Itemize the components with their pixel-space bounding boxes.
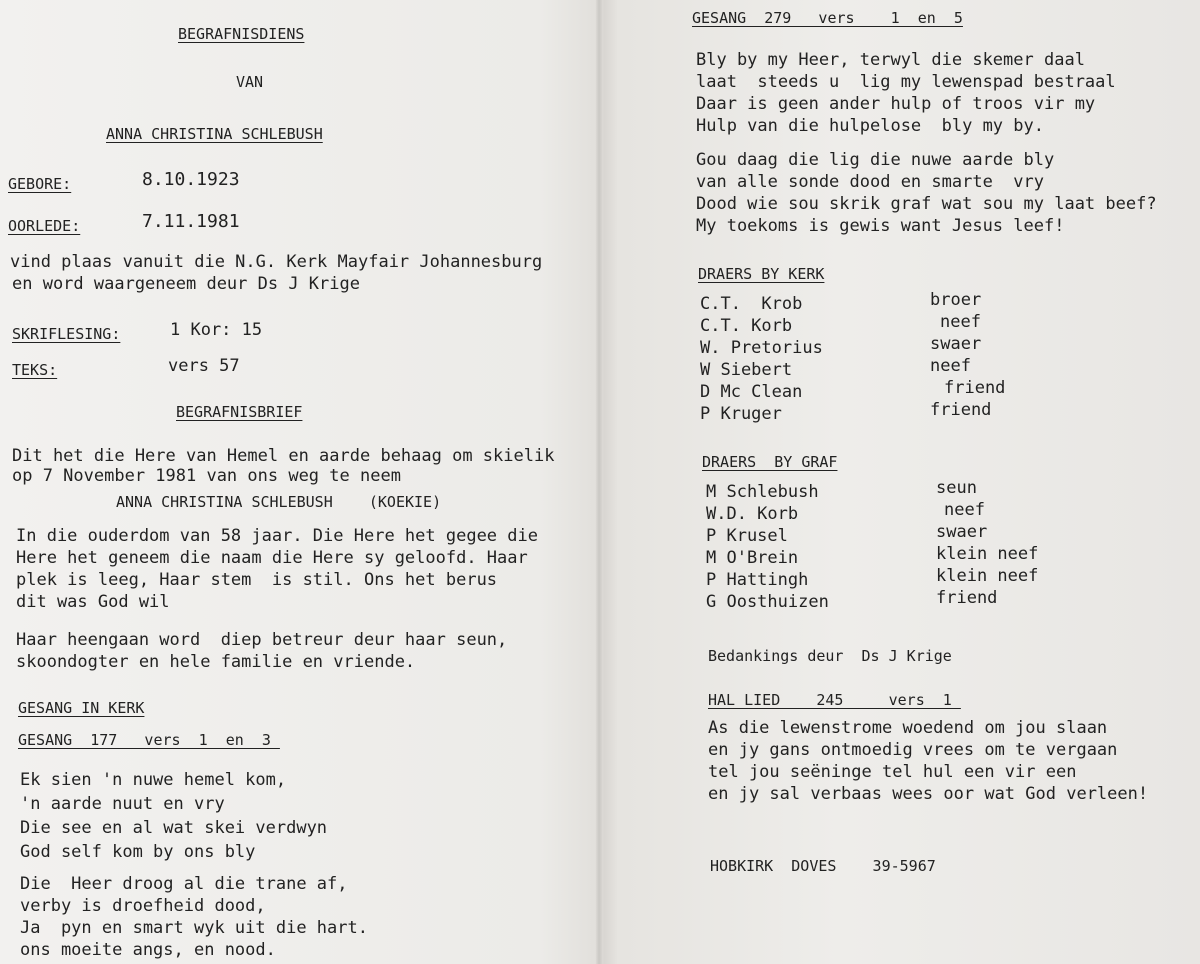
hymn1-line-4: Hulp van die hulpelose bly my by. (696, 116, 1044, 136)
verse1-line-3: Die see en al wat skei verdwyn (20, 818, 328, 838)
draers-kerk-relation: neef (930, 356, 971, 376)
draers-graf-name: P Hattingh (706, 570, 809, 590)
verse1-line-1: Ek sien 'n nuwe hemel kom, (20, 770, 287, 790)
verse1-line-2: 'n aarde nuut en vry (20, 794, 225, 814)
hymn2-line-1: Gou daag die lig die nuwe aarde bly (696, 150, 1055, 170)
draers-kerk-relation: swaer (930, 334, 982, 354)
draers-kerk-name: C.T. Korb (700, 316, 793, 336)
draers-graf-title: DRAERS BY GRAF (702, 453, 838, 471)
hymn2-line-4: My toekoms is gewis want Jesus leef! (696, 216, 1065, 236)
hal-line-4: en jy sal verbaas wees oor wat God verleen! (708, 784, 1149, 804)
oorlede-label: OORLEDE: (8, 217, 81, 235)
draers-graf-name: G Oosthuizen (706, 592, 829, 612)
hymn2-line-3: Dood wie sou skrik graf wat sou my laat beef? (696, 194, 1157, 214)
para2-line-2: skoondogter en hele familie en vriende. (16, 652, 416, 672)
skriflesing-value: 1 Kor: 15 (170, 320, 263, 340)
program-title: BEGRAFNISDIENS (178, 25, 305, 43)
para1-line-1: In die ouderdom van 58 jaar. Die Here het gegee die (16, 526, 538, 546)
para1-line-2: Here het geneem die naam die Here sy geloofd. Haar (16, 548, 528, 568)
brief-title: BEGRAFNISBRIEF (176, 403, 303, 421)
para1-line-3: plek is leeg, Haar stem is stil. Ons het berus (16, 570, 498, 590)
oorlede-value: 7.11.1981 (142, 211, 240, 232)
hal-lied-ref: HAL LIED 245 vers 1 (708, 691, 961, 709)
hymn1-line-1: Bly by my Heer, terwyl die skemer daal (696, 50, 1085, 70)
gesang-kerk-ref: GESANG 177 vers 1 en 3 (18, 731, 280, 749)
hymn2-line-2: van alle sonde dood en smarte vry (696, 172, 1044, 192)
gebore-value: 8.10.1923 (142, 169, 240, 190)
draers-graf-name: M O'Brein (706, 548, 799, 568)
verse1-line-4: God self kom by ons bly (20, 842, 256, 862)
service-line-2: en word waargeneem deur Ds J Krige (12, 274, 360, 294)
brief-name: ANNA CHRISTINA SCHLEBUSH (KOEKIE) (116, 493, 442, 511)
gebore-label: GEBORE: (8, 175, 72, 193)
draers-graf-relation: klein neef (936, 566, 1039, 586)
para2-line-1: Haar heengaan word diep betreur deur haar seun, (16, 630, 508, 650)
draers-kerk-name: C.T. Krob (700, 294, 803, 314)
draers-kerk-relation: neef (940, 312, 981, 332)
van-label: VAN (236, 73, 264, 91)
draers-graf-relation: neef (944, 500, 985, 520)
draers-kerk-name: W Siebert (700, 360, 793, 380)
gesang-279-ref: GESANG 279 vers 1 en 5 (692, 9, 963, 27)
verse2-line-4: ons moeite angs, en nood. (20, 940, 276, 960)
service-line-1: vind plaas vanuit die N.G. Kerk Mayfair Johannesburg (10, 252, 543, 272)
draers-kerk-name: W. Pretorius (700, 338, 823, 358)
gesang-kerk-title: GESANG IN KERK (18, 699, 145, 717)
draers-graf-name: M Schlebush (706, 482, 819, 502)
deceased-name: ANNA CHRISTINA SCHLEBUSH (106, 125, 323, 143)
draers-kerk-name: P Kruger (700, 404, 782, 424)
draers-graf-name: P Krusel (706, 526, 788, 546)
draers-graf-relation: seun (936, 478, 977, 498)
draers-kerk-relation: friend (944, 378, 1006, 398)
footer-undertaker: HOBKIRK DOVES 39-5967 (710, 857, 936, 875)
hal-line-3: tel jou seëninge tel hul een vir een (708, 762, 1077, 782)
bedankings: Bedankings deur Ds J Krige (708, 647, 952, 665)
draers-kerk-name: D Mc Clean (700, 382, 803, 402)
hal-line-2: en jy gans ontmoedig vrees om te vergaan (708, 740, 1118, 760)
hymn1-line-2: laat steeds u lig my lewenspad bestraal (696, 72, 1116, 92)
draers-graf-relation: friend (936, 588, 998, 608)
brief-line-2: op 7 November 1981 van ons weg te neem (12, 466, 401, 486)
draers-graf-relation: klein neef (936, 544, 1039, 564)
draers-kerk-relation: friend (930, 400, 992, 420)
draers-kerk-relation: broer (930, 290, 982, 310)
teks-value: vers 57 (168, 356, 240, 376)
verse2-line-3: Ja pyn en smart wyk uit die hart. (20, 918, 368, 938)
teks-label: TEKS: (12, 361, 58, 379)
hymn1-line-3: Daar is geen ander hulp of troos vir my (696, 94, 1096, 114)
hal-line-1: As die lewenstrome woedend om jou slaan (708, 718, 1108, 738)
verse2-line-1: Die Heer droog al die trane af, (20, 874, 348, 894)
draers-graf-name: W.D. Korb (706, 504, 799, 524)
para1-line-4: dit was God wil (16, 592, 170, 612)
draers-graf-relation: swaer (936, 522, 988, 542)
draers-kerk-title: DRAERS BY KERK (698, 265, 825, 283)
page-fold (596, 0, 602, 964)
verse2-line-2: verby is droefheid dood, (20, 896, 266, 916)
skriflesing-label: SKRIFLESING: (12, 325, 121, 343)
brief-line-1: Dit het die Here van Hemel en aarde behaag om skielik (12, 446, 555, 466)
